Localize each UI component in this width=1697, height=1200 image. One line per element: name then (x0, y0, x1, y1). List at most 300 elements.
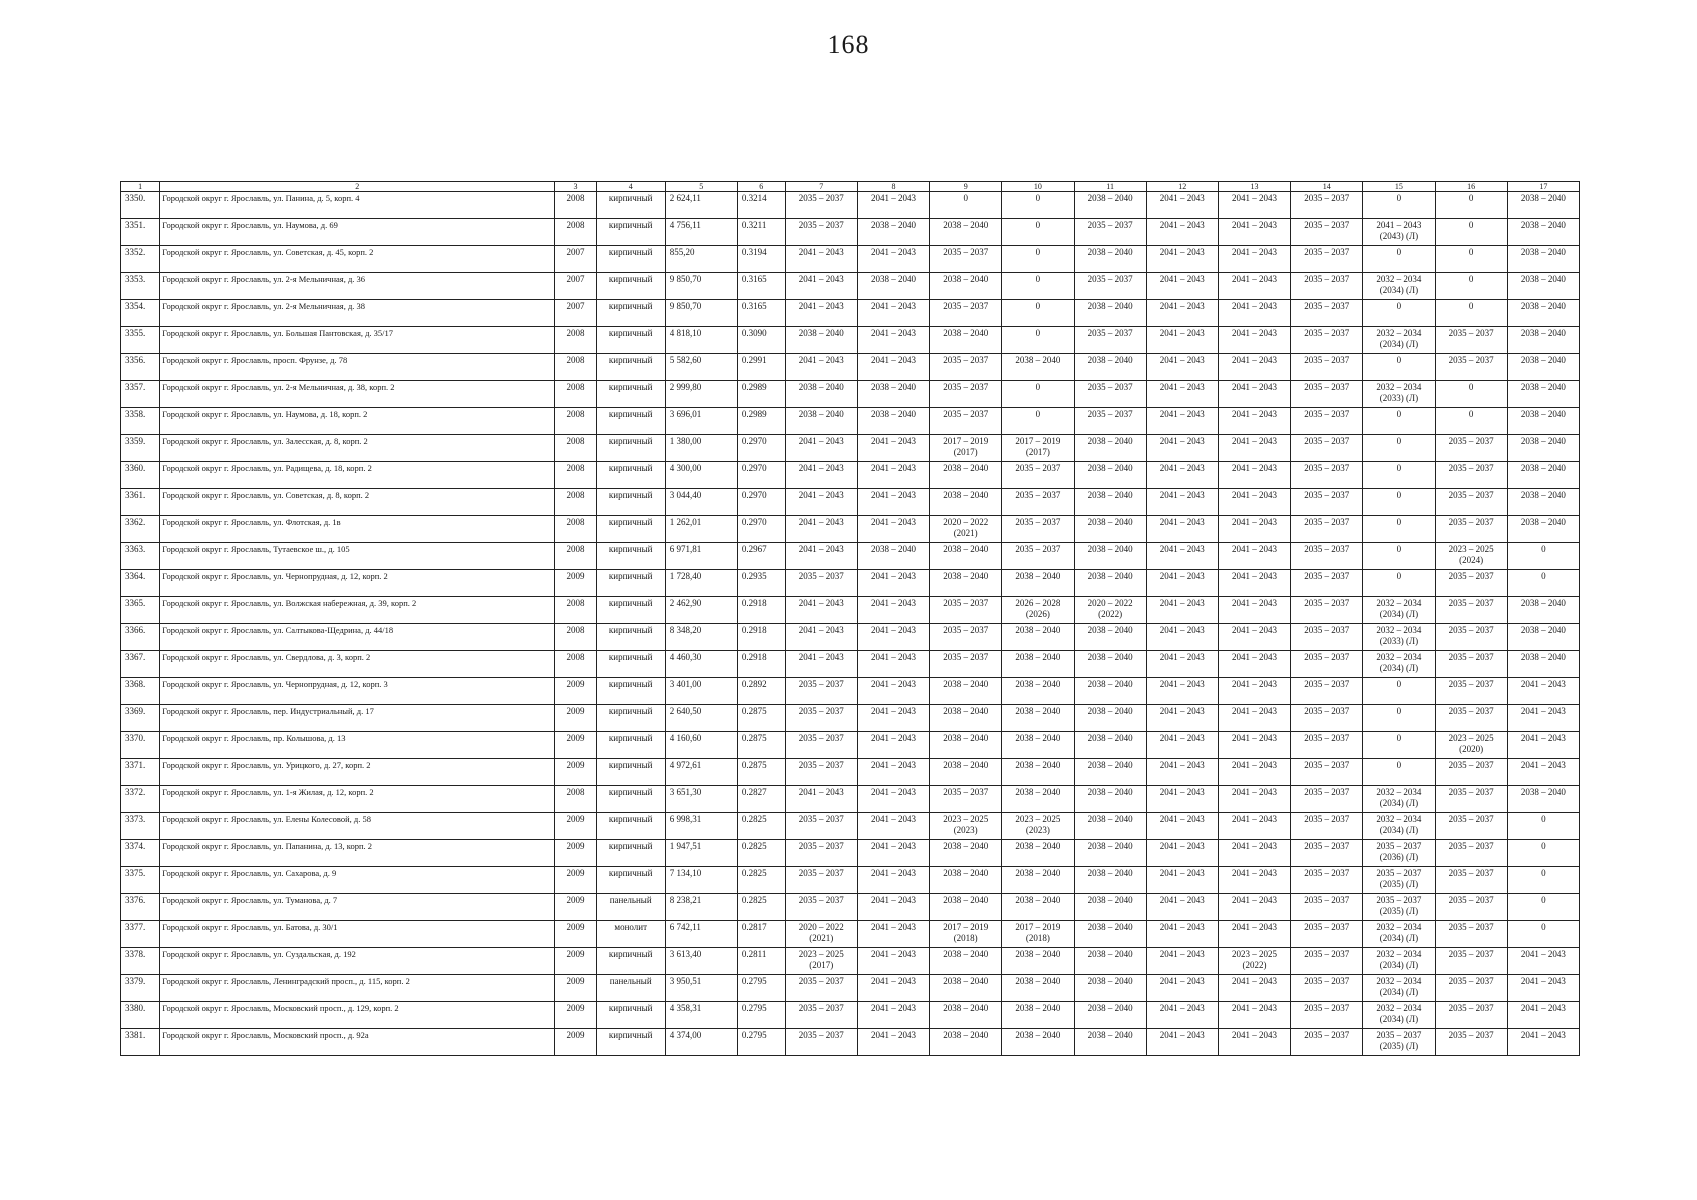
table-cell: 2038 – 2040 (1507, 381, 1579, 408)
table-cell: 2041 – 2043 (1146, 246, 1218, 273)
table-cell: 2038 – 2040 (1507, 516, 1579, 543)
column-number-3: 3 (555, 182, 596, 192)
table-cell: 3 651,30 (665, 786, 737, 813)
table-cell: 2035 – 2037 (1002, 516, 1074, 543)
table-row (121, 408, 1580, 435)
table-cell: 0 (1363, 570, 1435, 597)
table-cell: 2038 – 2040 (785, 327, 857, 354)
table-cell: 2008 (555, 651, 596, 678)
table-row (121, 651, 1580, 678)
table-cell: 2038 – 2040 (1002, 354, 1074, 381)
row-number-cell: 3350. (121, 192, 160, 219)
table-cell: 0 (1002, 246, 1074, 273)
table-cell: 2007 (555, 246, 596, 273)
table-cell: 2035 – 2037 (785, 894, 857, 921)
table-cell: 0 (1363, 732, 1435, 759)
table-cell: 2035 – 2037 (1002, 543, 1074, 570)
table-cell: 2009 (555, 705, 596, 732)
table-cell: 1 728,40 (665, 570, 737, 597)
table-cell: 2041 – 2043 (1218, 1002, 1290, 1029)
table-cell: 2038 – 2040 (1074, 354, 1146, 381)
table-row (121, 786, 1580, 813)
table-cell: 2041 – 2043 (1146, 219, 1218, 246)
address-cell: Городской округ г. Ярославль, ул. Свердлова, д. 3, корп. 2 (160, 651, 555, 678)
table-cell: 4 818,10 (665, 327, 737, 354)
table-row (121, 570, 1580, 597)
table-cell: 0 (1363, 759, 1435, 786)
table-cell: 2035 – 2037 (2035) (Л) (1363, 894, 1435, 921)
table-cell: 2038 – 2040 (930, 732, 1002, 759)
table-cell: 2038 – 2040 (930, 489, 1002, 516)
column-number-row (121, 182, 1580, 192)
table-cell: 2038 – 2040 (930, 867, 1002, 894)
table-cell: 2035 – 2037 (1291, 732, 1363, 759)
page-number: 168 (827, 30, 870, 59)
table-cell: 2035 – 2037 (785, 219, 857, 246)
table-cell: 3 950,51 (665, 975, 737, 1002)
table-cell: 2 462,90 (665, 597, 737, 624)
table-cell: 2035 – 2037 (1435, 570, 1507, 597)
table-cell: 2038 – 2040 (930, 462, 1002, 489)
address-cell: Городской округ г. Ярославль, ул. Советская, д. 8, корп. 2 (160, 489, 555, 516)
table-cell: 0 (1363, 543, 1435, 570)
table-cell: 2041 – 2043 (1218, 381, 1290, 408)
table-cell: 2038 – 2040 (1074, 975, 1146, 1002)
row-number-cell: 3362. (121, 516, 160, 543)
table-cell: 2041 – 2043 (857, 813, 929, 840)
table-cell: 0.2918 (737, 624, 785, 651)
table-cell: 2041 – 2043 (1146, 1002, 1218, 1029)
table-cell: 2041 – 2043 (857, 597, 929, 624)
table-cell: 2041 – 2043 (1146, 435, 1218, 462)
table-cell: 2008 (555, 489, 596, 516)
table-row (121, 678, 1580, 705)
table-cell: 0.2795 (737, 975, 785, 1002)
table-cell: 2038 – 2040 (930, 894, 1002, 921)
table-cell: 2038 – 2040 (1507, 219, 1579, 246)
table-cell: 3 613,40 (665, 948, 737, 975)
table-cell: 2041 – 2043 (1146, 651, 1218, 678)
table-cell: 0.3214 (737, 192, 785, 219)
row-number-cell: 3361. (121, 489, 160, 516)
table-cell: 2038 – 2040 (1074, 489, 1146, 516)
column-number-6: 6 (737, 182, 785, 192)
table-cell: 2035 – 2037 (1291, 1029, 1363, 1056)
table-cell: 0 (1435, 273, 1507, 300)
table-cell: 2041 – 2043 (1218, 921, 1290, 948)
table-cell: 2038 – 2040 (1074, 246, 1146, 273)
table-cell: 2035 – 2037 (1435, 1002, 1507, 1029)
table-cell: 2038 – 2040 (1002, 786, 1074, 813)
table-cell: 0 (1363, 192, 1435, 219)
table-cell: 0 (1363, 435, 1435, 462)
table-cell: 2041 – 2043 (1507, 732, 1579, 759)
table-cell: 0 (1363, 516, 1435, 543)
table-cell: 2007 (555, 300, 596, 327)
table-row (121, 1029, 1580, 1056)
table-cell: 2035 – 2037 (1291, 813, 1363, 840)
table-cell: 2035 – 2037 (1435, 1029, 1507, 1056)
table-cell: 2041 – 2043 (857, 1029, 929, 1056)
table-row (121, 705, 1580, 732)
table-row (121, 867, 1580, 894)
table-row (121, 1002, 1580, 1029)
table-cell: кирпичный (596, 1029, 665, 1056)
table-cell: 2032 – 2034 (2033) (Л) (1363, 381, 1435, 408)
table-cell: 2041 – 2043 (1218, 246, 1290, 273)
table-cell: 2009 (555, 948, 596, 975)
table-cell: 2007 (555, 273, 596, 300)
table-cell: 0 (1507, 867, 1579, 894)
table-cell: кирпичный (596, 813, 665, 840)
table-cell: 2038 – 2040 (1507, 651, 1579, 678)
table-cell: кирпичный (596, 705, 665, 732)
address-cell: Городской округ г. Ярославль, Ленинградский просп., д. 115, корп. 2 (160, 975, 555, 1002)
table-cell: 2041 – 2043 (1218, 489, 1290, 516)
table-cell: 2038 – 2040 (1074, 840, 1146, 867)
table-cell: 2008 (555, 192, 596, 219)
table-cell: 2035 – 2037 (930, 381, 1002, 408)
table-cell: 2041 – 2043 (857, 867, 929, 894)
table-cell: 2038 – 2040 (1507, 300, 1579, 327)
table-cell: 2041 – 2043 (1218, 705, 1290, 732)
table-cell: 2035 – 2037 (1435, 867, 1507, 894)
table-cell: 2038 – 2040 (1074, 759, 1146, 786)
row-number-cell: 3356. (121, 354, 160, 381)
table-cell: 0 (1507, 840, 1579, 867)
table-cell: 3 401,00 (665, 678, 737, 705)
table-cell: 2038 – 2040 (1074, 867, 1146, 894)
table-cell: 2038 – 2040 (785, 408, 857, 435)
table-cell: 2035 – 2037 (1435, 759, 1507, 786)
table-cell: 9 850,70 (665, 300, 737, 327)
table-cell: 2038 – 2040 (930, 1029, 1002, 1056)
table-cell: 2041 – 2043 (857, 732, 929, 759)
table-cell: 2038 – 2040 (930, 948, 1002, 975)
table-cell: 2020 – 2022 (2021) (930, 516, 1002, 543)
table-row (121, 948, 1580, 975)
table-cell: 2041 – 2043 (1218, 435, 1290, 462)
table-row (121, 543, 1580, 570)
table-cell: кирпичный (596, 219, 665, 246)
table-cell: кирпичный (596, 570, 665, 597)
table-cell: 0.2825 (737, 840, 785, 867)
table-cell: 2038 – 2040 (1507, 435, 1579, 462)
table-cell: 2041 – 2043 (1507, 705, 1579, 732)
address-cell: Городской округ г. Ярославль, ул. Панина, д. 5, корп. 4 (160, 192, 555, 219)
table-cell: 2032 – 2034 (2034) (Л) (1363, 273, 1435, 300)
table-cell: 2038 – 2040 (1074, 894, 1146, 921)
table-cell: 4 374,00 (665, 1029, 737, 1056)
table-cell: 2035 – 2037 (1291, 354, 1363, 381)
table-row (121, 381, 1580, 408)
column-number-5: 5 (665, 182, 737, 192)
table-cell: кирпичный (596, 246, 665, 273)
row-number-cell: 3370. (121, 732, 160, 759)
table-cell: 2041 – 2043 (785, 246, 857, 273)
table-cell: 2041 – 2043 (785, 516, 857, 543)
table-cell: 2038 – 2040 (1074, 516, 1146, 543)
table-cell: 2035 – 2037 (1291, 705, 1363, 732)
table-cell: 2035 – 2037 (785, 867, 857, 894)
table-cell: 2035 – 2037 (1291, 300, 1363, 327)
table-cell: 1 947,51 (665, 840, 737, 867)
table-cell: 2041 – 2043 (1218, 732, 1290, 759)
address-cell: Городской округ г. Ярославль, ул. Папанина, д. 13, корп. 2 (160, 840, 555, 867)
table-cell: 2041 – 2043 (857, 786, 929, 813)
table-cell: 2035 – 2037 (1291, 597, 1363, 624)
column-number-4: 4 (596, 182, 665, 192)
table-cell: 2035 – 2037 (1435, 678, 1507, 705)
table-cell: 2041 – 2043 (1507, 1002, 1579, 1029)
table-cell: 0.2918 (737, 651, 785, 678)
table-cell: 2041 – 2043 (857, 327, 929, 354)
table-cell: 2041 – 2043 (1218, 516, 1290, 543)
table-cell: 0.2827 (737, 786, 785, 813)
table-cell: 2023 – 2025 (2023) (1002, 813, 1074, 840)
table-cell: 2038 – 2040 (1507, 786, 1579, 813)
table-cell: 2035 – 2037 (1291, 273, 1363, 300)
table-cell: 2008 (555, 408, 596, 435)
table-cell: 2041 – 2043 (1218, 408, 1290, 435)
table-cell: 2041 – 2043 (857, 894, 929, 921)
address-cell: Городской округ г. Ярославль, ул. Наумова, д. 69 (160, 219, 555, 246)
housing-register-table (120, 181, 1580, 1056)
table-cell: кирпичный (596, 408, 665, 435)
table-cell: 2041 – 2043 (1146, 570, 1218, 597)
table-cell: 2038 – 2040 (857, 273, 929, 300)
address-cell: Городской округ г. Ярославль, Московский просп., д. 129, корп. 2 (160, 1002, 555, 1029)
table-cell: 0.2935 (737, 570, 785, 597)
table-cell: 2041 – 2043 (1146, 732, 1218, 759)
table-cell: 2041 – 2043 (857, 975, 929, 1002)
row-number-cell: 3374. (121, 840, 160, 867)
table-cell: 2038 – 2040 (1002, 651, 1074, 678)
table-row (121, 597, 1580, 624)
table-cell: 0 (1435, 219, 1507, 246)
row-number-cell: 3373. (121, 813, 160, 840)
table-cell: 2009 (555, 1002, 596, 1029)
table-cell: 2008 (555, 786, 596, 813)
table-cell: 1 380,00 (665, 435, 737, 462)
table-cell: 9 850,70 (665, 273, 737, 300)
column-number-13: 13 (1218, 182, 1290, 192)
table-cell: 2038 – 2040 (1002, 570, 1074, 597)
table-cell: 2023 – 2025 (2024) (1435, 543, 1507, 570)
table-cell: 2020 – 2022 (2022) (1074, 597, 1146, 624)
table-cell: кирпичный (596, 948, 665, 975)
table-cell: 2041 – 2043 (1146, 1029, 1218, 1056)
table-cell: 2008 (555, 327, 596, 354)
table-cell: 2041 – 2043 (1218, 840, 1290, 867)
table-cell: 2017 – 2019 (2017) (930, 435, 1002, 462)
column-number-16: 16 (1435, 182, 1507, 192)
table-cell: 2038 – 2040 (930, 570, 1002, 597)
table-cell: 7 134,10 (665, 867, 737, 894)
table-cell: 2038 – 2040 (1074, 948, 1146, 975)
table-cell: 2038 – 2040 (1507, 273, 1579, 300)
table-cell: 2041 – 2043 (1146, 192, 1218, 219)
table-cell: 2035 – 2037 (1435, 840, 1507, 867)
table-cell: кирпичный (596, 273, 665, 300)
table-cell: 2038 – 2040 (1074, 435, 1146, 462)
table-cell: 2035 – 2037 (1002, 462, 1074, 489)
table-cell: 0.2875 (737, 705, 785, 732)
table-cell: 2041 – 2043 (785, 651, 857, 678)
table-cell: 2035 – 2037 (1435, 597, 1507, 624)
table-cell: 0 (1363, 354, 1435, 381)
table-cell: 855,20 (665, 246, 737, 273)
table-cell: 2009 (555, 894, 596, 921)
column-number-14: 14 (1291, 182, 1363, 192)
table-cell: 2035 – 2037 (1291, 651, 1363, 678)
table-cell: 2038 – 2040 (1074, 786, 1146, 813)
table-cell: 0.3194 (737, 246, 785, 273)
table-cell: 2041 – 2043 (857, 705, 929, 732)
table-row (121, 435, 1580, 462)
table-cell: 2035 – 2037 (930, 246, 1002, 273)
table-cell: кирпичный (596, 516, 665, 543)
table-cell: 5 582,60 (665, 354, 737, 381)
address-cell: Городской округ г. Ярославль, ул. 2-я Мельничная, д. 36 (160, 273, 555, 300)
table-cell: 2035 – 2037 (785, 1029, 857, 1056)
table-cell: 2038 – 2040 (1507, 246, 1579, 273)
table-cell: 2008 (555, 624, 596, 651)
table-cell: 2038 – 2040 (1507, 354, 1579, 381)
table-cell: 2041 – 2043 (785, 786, 857, 813)
table-row (121, 759, 1580, 786)
row-number-cell: 3360. (121, 462, 160, 489)
table-cell: 2041 – 2043 (1146, 597, 1218, 624)
table-cell: 2035 – 2037 (1074, 327, 1146, 354)
table-cell: кирпичный (596, 786, 665, 813)
table-cell: 2009 (555, 975, 596, 1002)
table-cell: 2008 (555, 462, 596, 489)
table-cell: 0.3165 (737, 300, 785, 327)
row-number-cell: 3379. (121, 975, 160, 1002)
table-cell: 2041 – 2043 (1218, 678, 1290, 705)
address-cell: Городской округ г. Ярославль, ул. Флотская, д. 1в (160, 516, 555, 543)
table-cell: 2038 – 2040 (1002, 705, 1074, 732)
table-cell: 2041 – 2043 (1146, 300, 1218, 327)
table-cell: 0.2825 (737, 867, 785, 894)
table-cell: 2041 – 2043 (1146, 894, 1218, 921)
table-cell: 2041 – 2043 (1218, 1029, 1290, 1056)
table-cell: кирпичный (596, 327, 665, 354)
table-cell: 0 (930, 192, 1002, 219)
table-cell: 2035 – 2037 (1435, 813, 1507, 840)
table-cell: 2041 – 2043 (1218, 786, 1290, 813)
table-cell: 2035 – 2037 (1435, 705, 1507, 732)
table-cell: 2041 – 2043 (1218, 327, 1290, 354)
table-cell: 2041 – 2043 (1146, 759, 1218, 786)
table-cell: 2038 – 2040 (930, 975, 1002, 1002)
table-cell: 2038 – 2040 (930, 327, 1002, 354)
table-cell: 2035 – 2037 (930, 786, 1002, 813)
table-cell: 0 (1002, 408, 1074, 435)
table-cell: 2038 – 2040 (1507, 489, 1579, 516)
table-cell: 2041 – 2043 (1146, 273, 1218, 300)
table-cell: кирпичный (596, 462, 665, 489)
row-number-cell: 3368. (121, 678, 160, 705)
address-cell: Городской округ г. Ярославль, ул. Сахарова, д. 9 (160, 867, 555, 894)
table-cell: 0.2967 (737, 543, 785, 570)
column-number-9: 9 (930, 182, 1002, 192)
table-row (121, 975, 1580, 1002)
table-cell: 2041 – 2043 (785, 543, 857, 570)
table-cell: 2035 – 2037 (1291, 948, 1363, 975)
table-cell: 4 300,00 (665, 462, 737, 489)
table-cell: 2035 – 2037 (1291, 381, 1363, 408)
column-number-11: 11 (1074, 182, 1146, 192)
address-cell: Городской округ г. Ярославль, пр. Колышова, д. 13 (160, 732, 555, 759)
table-row (121, 192, 1580, 219)
table-cell: 2041 – 2043 (1218, 462, 1290, 489)
row-number-cell: 3355. (121, 327, 160, 354)
table-cell: 2035 – 2037 (1291, 570, 1363, 597)
table-cell: 0.2970 (737, 489, 785, 516)
table-cell: 6 742,11 (665, 921, 737, 948)
table-row (121, 273, 1580, 300)
table-cell: 2 624,11 (665, 192, 737, 219)
table-cell: кирпичный (596, 489, 665, 516)
table-cell: 2035 – 2037 (1435, 435, 1507, 462)
table-cell: 2035 – 2037 (785, 732, 857, 759)
table-cell: 6 971,81 (665, 543, 737, 570)
table-row (121, 813, 1580, 840)
table-cell: 0.2817 (737, 921, 785, 948)
address-cell: Городской округ г. Ярославль, пер. Индустриальный, д. 17 (160, 705, 555, 732)
table-cell: 2017 – 2019 (2018) (1002, 921, 1074, 948)
table-cell: кирпичный (596, 624, 665, 651)
column-number-10: 10 (1002, 182, 1074, 192)
table-cell: 2035 – 2037 (1291, 489, 1363, 516)
table-cell: 2035 – 2037 (785, 192, 857, 219)
table-cell: 4 358,31 (665, 1002, 737, 1029)
address-cell: Городской округ г. Ярославль, ул. Радищева, д. 18, корп. 2 (160, 462, 555, 489)
row-number-cell: 3358. (121, 408, 160, 435)
table-cell: 2038 – 2040 (1507, 327, 1579, 354)
address-cell: Городской округ г. Ярославль, ул. Большая Пантовская, д. 35/17 (160, 327, 555, 354)
table-cell: 2035 – 2037 (1435, 651, 1507, 678)
table-cell: 2041 – 2043 (857, 300, 929, 327)
table-cell: 0.2970 (737, 435, 785, 462)
table-cell: 2038 – 2040 (1074, 543, 1146, 570)
table-cell: 2008 (555, 516, 596, 543)
column-number-15: 15 (1363, 182, 1435, 192)
table-cell: 2017 – 2019 (2017) (1002, 435, 1074, 462)
table-cell: 2041 – 2043 (2043) (Л) (1363, 219, 1435, 246)
table-cell: 0 (1363, 705, 1435, 732)
table-cell: 0.2825 (737, 894, 785, 921)
table-cell: 2008 (555, 219, 596, 246)
table-cell: 2035 – 2037 (1435, 975, 1507, 1002)
table-cell: кирпичный (596, 354, 665, 381)
table-cell: 2038 – 2040 (930, 759, 1002, 786)
table-cell: 2038 – 2040 (930, 273, 1002, 300)
address-cell: Городской округ г. Ярославль, ул. Наумова, д. 18, корп. 2 (160, 408, 555, 435)
table-cell: 4 972,61 (665, 759, 737, 786)
table-cell: 2035 – 2037 (1435, 516, 1507, 543)
table-cell: 2041 – 2043 (785, 300, 857, 327)
table-cell: 2035 – 2037 (1435, 786, 1507, 813)
column-number-2: 2 (160, 182, 555, 192)
table-cell: 2008 (555, 597, 596, 624)
table-cell: 2035 – 2037 (1291, 1002, 1363, 1029)
table-cell: 2041 – 2043 (857, 840, 929, 867)
table-cell: 2041 – 2043 (1218, 624, 1290, 651)
table-cell: 2035 – 2037 (785, 570, 857, 597)
